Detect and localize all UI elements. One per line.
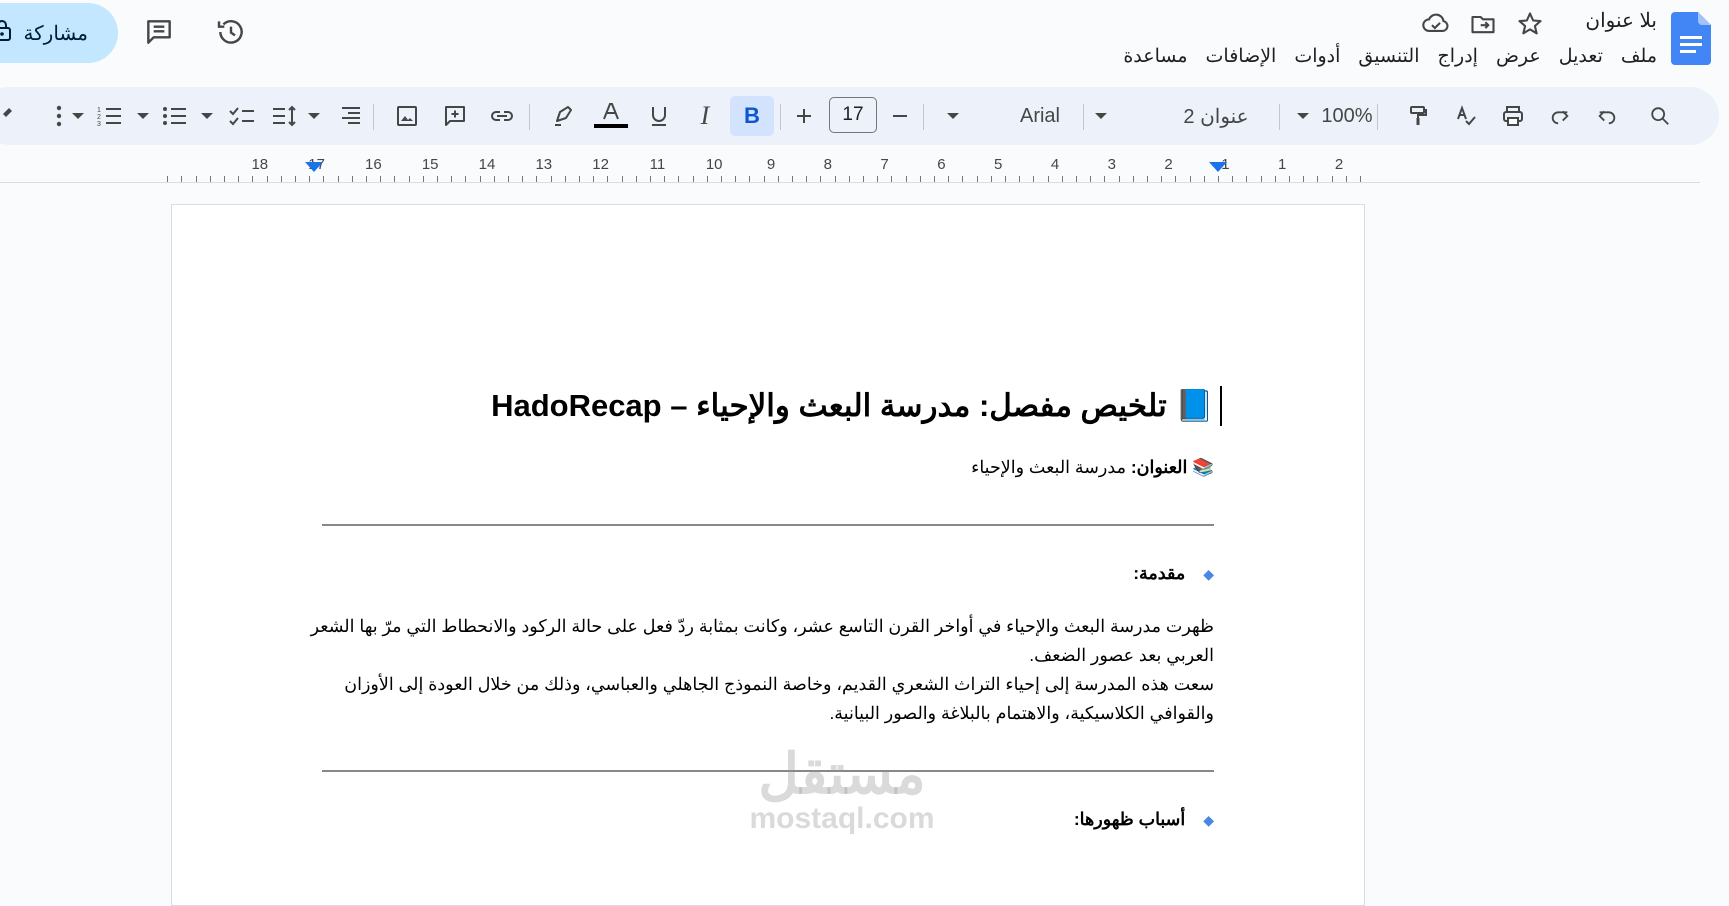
ruler-number: 1 bbox=[1278, 156, 1287, 173]
menu-edit[interactable]: تعديل bbox=[1558, 46, 1603, 67]
ruler-tick bbox=[991, 176, 992, 182]
ruler-tick bbox=[835, 176, 836, 182]
edit-mode-icon[interactable] bbox=[0, 87, 18, 145]
top-bar bbox=[0, 0, 1729, 84]
ruler-tick bbox=[338, 176, 339, 182]
ruler-number: 3 bbox=[1107, 156, 1116, 173]
ruler-tick bbox=[1005, 176, 1006, 182]
ruler-tick bbox=[1204, 176, 1205, 182]
section-title: أسباب ظهورها: bbox=[1073, 809, 1186, 829]
svg-text:3: 3 bbox=[97, 121, 101, 128]
style-dropdown-icon[interactable] bbox=[1091, 87, 1111, 145]
right-indent-marker[interactable] bbox=[1209, 162, 1227, 172]
ruler-tick bbox=[1147, 176, 1148, 182]
toolbar-separator bbox=[1377, 104, 1378, 130]
paragraph-style-value: عنوان 2 bbox=[1183, 105, 1249, 128]
ruler-tick bbox=[352, 176, 353, 182]
ruler-tick bbox=[863, 176, 864, 182]
ruler-tick bbox=[252, 176, 253, 182]
ruler-number: 9 bbox=[766, 156, 776, 173]
toolbar-separator bbox=[1279, 104, 1280, 130]
ruler-number: 14 bbox=[478, 156, 496, 173]
ruler-tick bbox=[707, 176, 708, 182]
numbered-list-icon[interactable] bbox=[90, 87, 130, 145]
toolbar-separator bbox=[780, 104, 781, 130]
ruler-tick bbox=[1104, 176, 1105, 182]
diamond-bullet-icon: ◆ bbox=[1203, 566, 1214, 582]
ruler-tick bbox=[948, 176, 949, 182]
paragraph-line[interactable]: ظهرت مدرسة البعث والإحياء في أواخر القرن التاسع عشر، وكانت بمثابة ردّ فعل على حالة الركود والانحطاط التي مرّ بها الشعر bbox=[310, 616, 1214, 636]
ruler-tick bbox=[536, 176, 537, 182]
title-value: مدرسة البعث والإحياء bbox=[971, 457, 1126, 477]
ruler-tick bbox=[593, 176, 594, 182]
spellcheck-icon[interactable] bbox=[1446, 87, 1486, 145]
ruler-tick bbox=[423, 176, 424, 182]
ruler-tick bbox=[622, 176, 623, 182]
share-button[interactable] bbox=[0, 3, 118, 63]
ruler-tick bbox=[295, 176, 296, 182]
ruler-tick bbox=[735, 176, 736, 182]
ruler-tick bbox=[224, 176, 225, 182]
svg-text:1: 1 bbox=[97, 107, 101, 114]
menu-file[interactable]: ملف bbox=[1620, 46, 1657, 67]
ruler-tick bbox=[181, 176, 182, 182]
ruler-tick bbox=[636, 176, 637, 182]
ruler-tick bbox=[323, 176, 324, 182]
menu-bar bbox=[1114, 45, 1657, 68]
toolbar-separator bbox=[373, 104, 374, 130]
ruler-tick bbox=[1033, 176, 1034, 182]
ruler-tick bbox=[778, 176, 779, 182]
add-comment-icon[interactable] bbox=[435, 87, 475, 145]
ruler-number: 2 bbox=[1334, 156, 1344, 173]
section-title: مقدمة: bbox=[1133, 563, 1186, 583]
ruler-number: 15 bbox=[421, 156, 439, 173]
ruler-tick bbox=[1161, 176, 1162, 182]
ruler-tick bbox=[394, 176, 395, 182]
ruler-number: 6 bbox=[937, 156, 946, 173]
comments-icon[interactable] bbox=[139, 12, 179, 52]
docs-logo-icon[interactable] bbox=[1671, 12, 1711, 65]
star-icon[interactable] bbox=[1516, 10, 1544, 38]
ruler-tick bbox=[721, 176, 722, 182]
checklist-dropdown-icon[interactable] bbox=[197, 87, 217, 145]
checklist-icon[interactable] bbox=[222, 87, 262, 145]
ruler-tick bbox=[1332, 176, 1333, 182]
ruler-number: 8 bbox=[823, 156, 832, 173]
watermark bbox=[732, 742, 952, 835]
ruler-tick bbox=[693, 176, 694, 182]
ruler-tick bbox=[1062, 176, 1063, 182]
ruler-tick bbox=[877, 176, 878, 182]
ruler-tick bbox=[607, 176, 608, 182]
ruler-number: 13 bbox=[535, 156, 553, 173]
ruler-tick bbox=[1190, 176, 1191, 182]
ruler-number: 4 bbox=[1050, 156, 1060, 173]
highlight-icon[interactable] bbox=[543, 87, 583, 145]
undo-icon[interactable] bbox=[1587, 87, 1627, 145]
more-icon[interactable] bbox=[44, 87, 74, 145]
move-to-folder-icon[interactable] bbox=[1469, 10, 1497, 38]
ruler-tick bbox=[1289, 176, 1290, 182]
print-icon[interactable] bbox=[1493, 87, 1533, 145]
ruler bbox=[0, 152, 1700, 183]
ruler-tick bbox=[1218, 176, 1219, 182]
paragraph-line[interactable]: العربي بعد عصور الضعف. bbox=[1029, 645, 1214, 665]
ruler-tick bbox=[366, 176, 367, 182]
cloud-saved-icon[interactable] bbox=[1421, 10, 1449, 38]
ruler-tick bbox=[1246, 176, 1247, 182]
document-heading[interactable]: 📘 تلخيص مفصل: مدرسة البعث والإحياء – HadoRecap bbox=[491, 388, 1214, 423]
diamond-bullet-icon: ◆ bbox=[1203, 812, 1214, 828]
menu-view[interactable]: عرض bbox=[1495, 46, 1541, 67]
ruler-tick bbox=[934, 176, 935, 182]
ruler-number: 5 bbox=[994, 156, 1003, 173]
section-heading[interactable] bbox=[1133, 563, 1214, 584]
ruler-number: 17 bbox=[308, 156, 325, 173]
books-icon: 📚 bbox=[1192, 457, 1214, 477]
ruler-tick bbox=[494, 176, 495, 182]
ruler-tick bbox=[451, 176, 452, 182]
ruler-tick bbox=[664, 176, 665, 182]
ruler-tick bbox=[1232, 176, 1233, 182]
ruler-tick bbox=[1090, 176, 1091, 182]
ruler-tick bbox=[267, 176, 268, 182]
ruler-tick bbox=[1261, 176, 1262, 182]
ruler-number: 12 bbox=[592, 156, 609, 173]
toolbar-separator bbox=[923, 104, 924, 130]
ruler-number: 18 bbox=[251, 156, 269, 173]
menu-insert[interactable]: إدراج bbox=[1437, 46, 1478, 67]
underline-icon[interactable] bbox=[639, 87, 679, 145]
ruler-tick bbox=[1275, 176, 1276, 182]
version-history-icon[interactable] bbox=[211, 12, 251, 52]
menu-format[interactable]: التنسيق bbox=[1358, 46, 1420, 67]
title-label: العنوان: bbox=[1130, 457, 1188, 477]
ruler-tick bbox=[806, 176, 807, 182]
ruler-tick bbox=[920, 176, 921, 182]
ruler-tick bbox=[167, 176, 168, 182]
ruler-tick bbox=[380, 176, 381, 182]
ruler-tick bbox=[409, 176, 410, 182]
ruler-tick bbox=[210, 176, 211, 182]
horizontal-rule bbox=[322, 524, 1214, 526]
ruler-tick bbox=[551, 176, 552, 182]
paragraph-line[interactable]: والقوافي الكلاسيكية، والاهتمام بالبلاغة والصور البيانية. bbox=[829, 703, 1214, 723]
zoom-select[interactable] bbox=[1317, 87, 1377, 145]
toolbar bbox=[0, 87, 1719, 145]
search-icon[interactable] bbox=[1640, 87, 1680, 145]
font-size-input[interactable]: 17 bbox=[829, 97, 877, 133]
ruler-tick bbox=[522, 176, 523, 182]
menu-tools[interactable]: أدوات bbox=[1294, 46, 1341, 67]
ruler-number: 11 bbox=[649, 156, 666, 173]
ruler-tick bbox=[1317, 176, 1318, 182]
zoom-value: 100% bbox=[1321, 104, 1373, 127]
ruler-tick bbox=[1346, 176, 1347, 182]
ruler-tick bbox=[1048, 176, 1049, 182]
font-select[interactable] bbox=[1000, 87, 1080, 145]
ruler-tick bbox=[764, 176, 765, 182]
ruler-tick bbox=[1133, 176, 1134, 182]
toolbar-separator bbox=[1083, 104, 1084, 130]
text-color-icon[interactable] bbox=[591, 87, 631, 145]
ruler-tick bbox=[437, 176, 438, 182]
menu-help[interactable]: مساعدة bbox=[1123, 46, 1188, 67]
svg-text:2: 2 bbox=[97, 114, 101, 121]
ruler-tick bbox=[1303, 176, 1304, 182]
ruler-tick bbox=[977, 176, 978, 182]
bullet-list-icon[interactable] bbox=[155, 87, 195, 145]
align-icon[interactable] bbox=[331, 87, 371, 145]
insert-image-icon[interactable] bbox=[387, 87, 427, 145]
ruler-tick bbox=[678, 176, 679, 182]
paint-format-icon[interactable] bbox=[1398, 87, 1438, 145]
ruler-tick bbox=[196, 176, 197, 182]
font-dropdown-icon[interactable] bbox=[943, 87, 963, 145]
ruler-tick bbox=[749, 176, 750, 182]
menu-extensions[interactable]: الإضافات bbox=[1205, 46, 1277, 67]
ruler-tick bbox=[792, 176, 793, 182]
ruler-tick bbox=[508, 176, 509, 182]
ruler-number: 2 bbox=[1164, 156, 1173, 173]
paragraph-line[interactable]: سعت هذه المدرسة إلى إحياء التراث الشعري القديم، وخاصة النموذج الجاهلي والعباسي، وذلك من خلال العودة إلى الأوزان bbox=[344, 674, 1214, 694]
paragraph-style-select[interactable] bbox=[1156, 87, 1276, 145]
ruler-tick bbox=[1360, 176, 1361, 182]
ruler-tick bbox=[1119, 176, 1120, 182]
ruler-tick bbox=[579, 176, 580, 182]
ruler-number: 16 bbox=[365, 156, 382, 173]
document-page[interactable] bbox=[171, 204, 1365, 906]
increase-font-size-icon[interactable] bbox=[786, 87, 822, 145]
share-label: مشاركة bbox=[23, 22, 88, 45]
ruler-tick bbox=[891, 176, 892, 182]
ruler-number: 7 bbox=[880, 156, 889, 173]
left-indent-marker[interactable] bbox=[305, 162, 323, 172]
document-title[interactable]: بلا عنوان bbox=[1585, 10, 1657, 32]
ruler-number: 1 bbox=[1221, 156, 1230, 173]
section-heading[interactable] bbox=[1074, 809, 1214, 830]
ruler-tick bbox=[1175, 176, 1176, 182]
decrease-font-size-icon[interactable] bbox=[882, 87, 918, 145]
ruler-tick bbox=[465, 176, 466, 182]
line-spacing-icon[interactable] bbox=[265, 87, 305, 145]
ruler-tick bbox=[820, 176, 821, 182]
ruler-tick bbox=[962, 176, 963, 182]
font-value: Arial bbox=[1019, 104, 1060, 127]
zoom-dropdown-icon[interactable] bbox=[1293, 87, 1313, 145]
watermark-latin: mostaql.com bbox=[749, 802, 935, 835]
ruler-number: 10 bbox=[705, 156, 723, 173]
ruler-tick bbox=[849, 176, 850, 182]
ruler-tick bbox=[238, 176, 239, 182]
toolbar-separator bbox=[529, 104, 530, 130]
ruler-tick bbox=[281, 176, 282, 182]
ruler-tick bbox=[480, 176, 481, 182]
link-icon[interactable] bbox=[482, 87, 522, 145]
ruler-tick bbox=[309, 176, 310, 182]
ruler-tick bbox=[906, 176, 907, 182]
lock-icon bbox=[0, 18, 13, 48]
bullet-list-dropdown-icon[interactable] bbox=[133, 87, 153, 145]
ruler-tick bbox=[1076, 176, 1077, 182]
align-dropdown-icon[interactable] bbox=[304, 87, 324, 145]
redo-icon[interactable] bbox=[1540, 87, 1580, 145]
italic-icon[interactable]: I bbox=[700, 101, 710, 130]
bold-icon[interactable]: B bbox=[730, 96, 774, 136]
watermark-arabic: مستقل bbox=[758, 742, 926, 805]
text-cursor bbox=[1220, 386, 1222, 426]
title-line[interactable] bbox=[971, 457, 1214, 478]
ruler-tick bbox=[650, 176, 651, 182]
ruler-tick bbox=[1019, 176, 1020, 182]
ruler-tick bbox=[565, 176, 566, 182]
